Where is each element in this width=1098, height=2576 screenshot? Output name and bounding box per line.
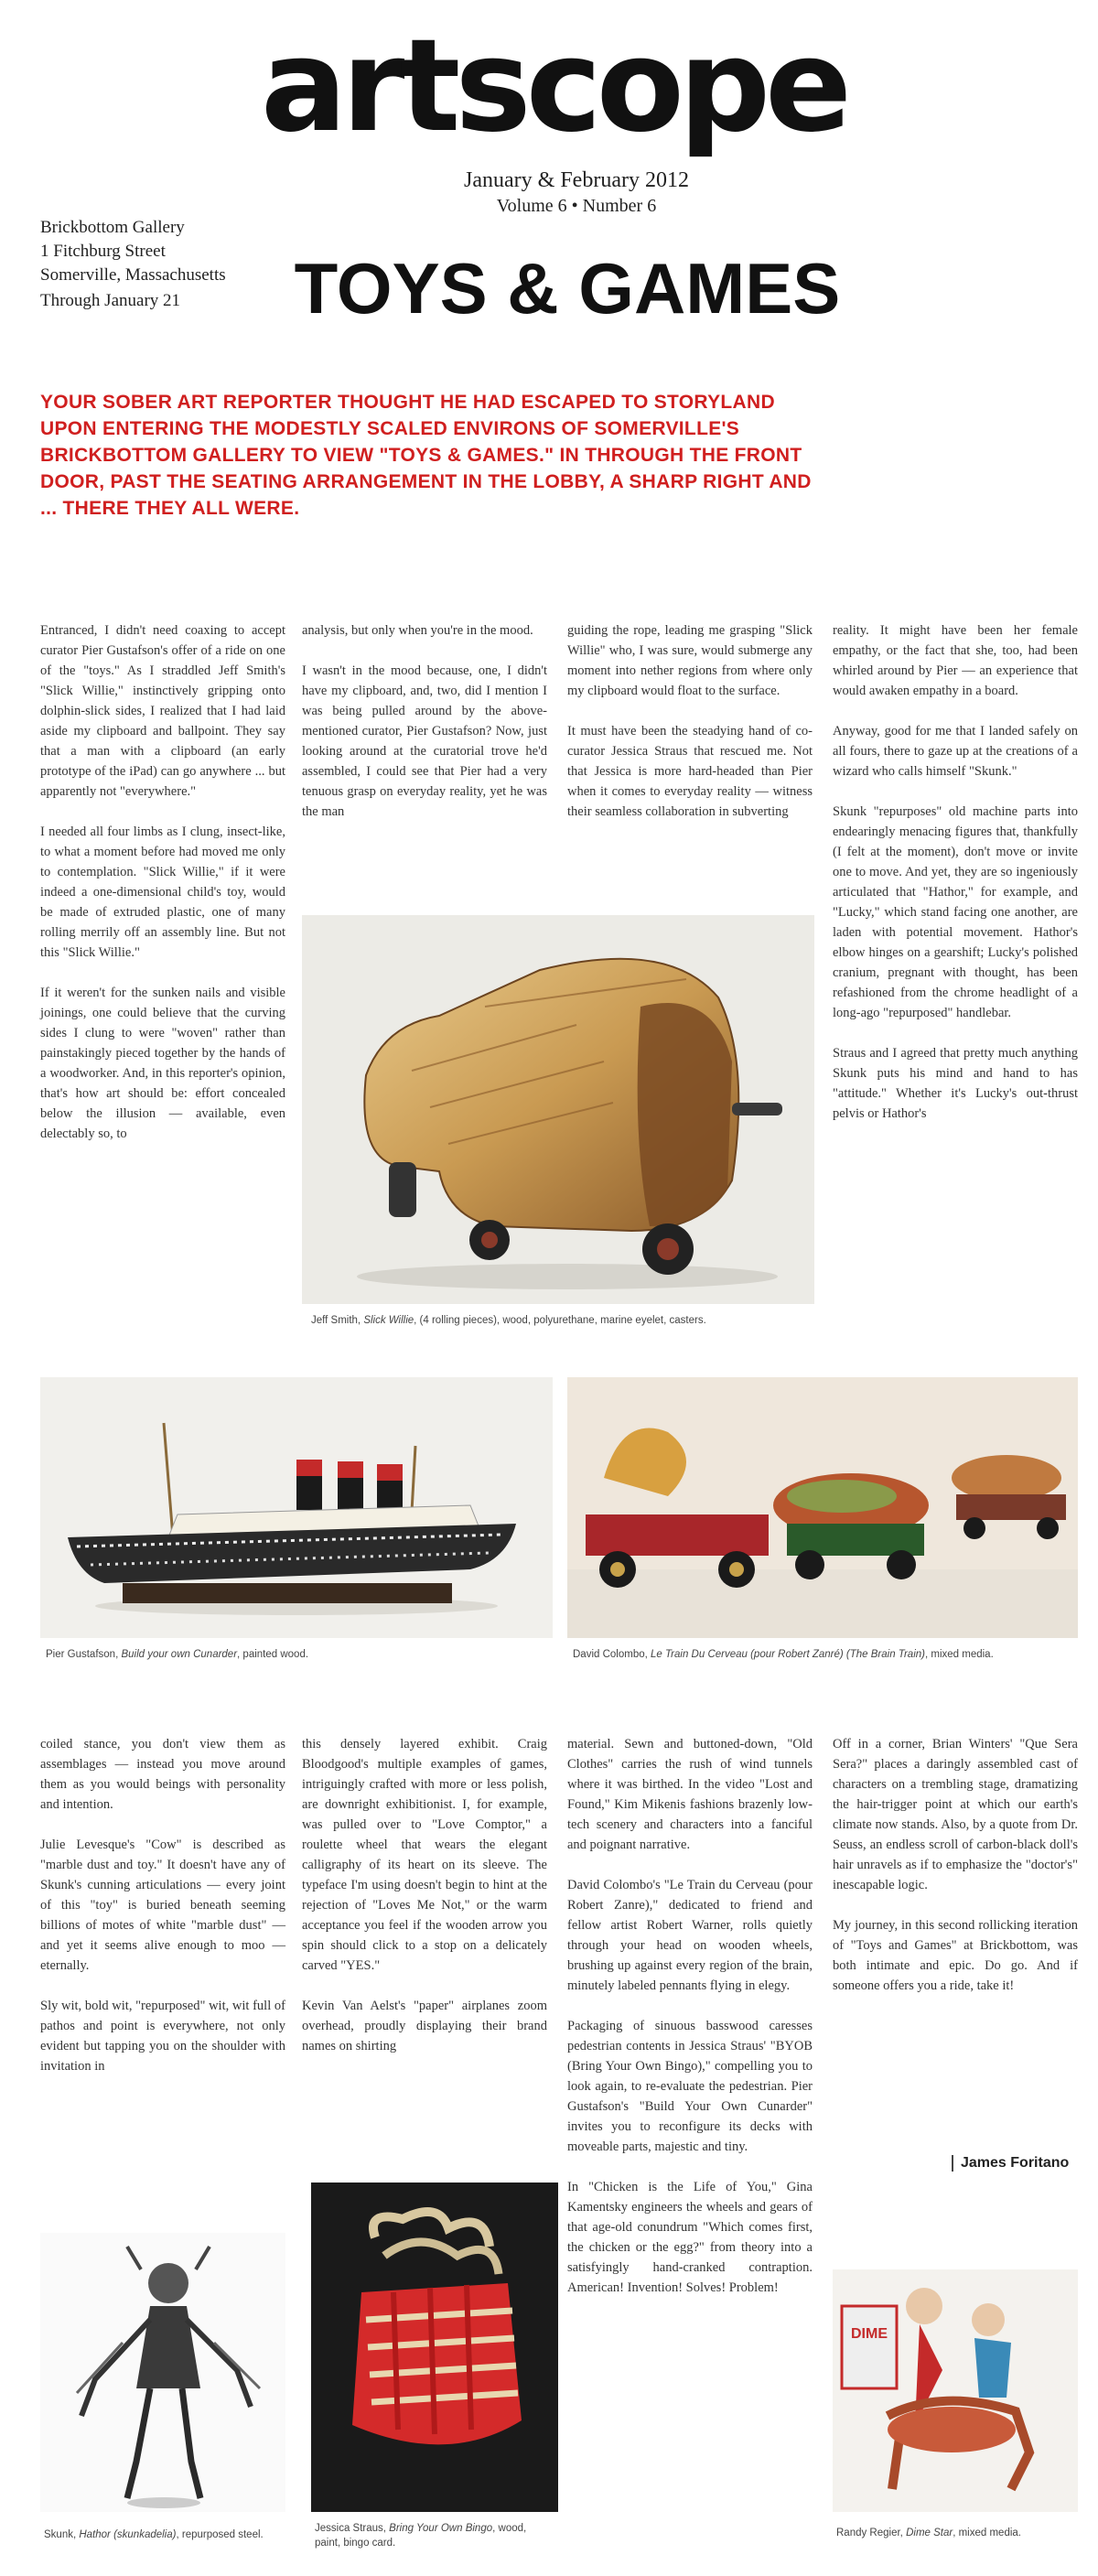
caption-details: , (4 rolling pieces), wood, polyurethane, marine eyelet, casters. [414, 1315, 706, 1326]
caption-artist: Jeff Smith, [311, 1315, 364, 1326]
caption-details: , mixed media. [924, 1649, 994, 1660]
text-column-3 [567, 620, 813, 842]
paragraph: Anyway, good for me that I landed safely on all fours, there to gaze up at the creations of a wizard who calls himself "Skunk." [833, 724, 1078, 779]
text-column-1 [40, 620, 285, 1164]
caption-details: , painted wood. [237, 1649, 309, 1660]
paragraph: Sly wit, bold wit, "repurposed" wit, wit full of pathos and point is everywhere, not only evident but tapping you on the shoulder with invitation in [40, 1999, 285, 2074]
issue-date: January & February 2012 [464, 168, 689, 192]
paragraph: Packaging of sinuous basswood caresses pedestrian contents in Jessica Straus' "BYOB (Bring Your Own Bingo)," compelling you to look again, to re-evaluate the pedestrian. Pier Gustafson's "Build Your Own Cunarder" invites you to reconfigure its decks with moveable parts, majestic and tiny. [567, 2019, 813, 2154]
text-column-4 [833, 620, 1078, 1144]
text-column-6 [302, 1734, 547, 2076]
paragraph: David Colombo's "Le Train du Cerveau (pour Robert Zanre)," dedicated to friend and fellow artist Robert Warner, rolls quietly through your head on wooden wheels, brushing up against every region of the brain, minutely labeled pennants flying in elegy. [567, 1878, 813, 1993]
artscope-logo: artscope [260, 12, 847, 161]
cunarder-photo [40, 1377, 553, 1638]
caption-title: Slick Willie [363, 1315, 414, 1326]
paragraph: coiled stance, you don't view them as assemblages — instead you move around them as you would beings with personality and intention. [40, 1737, 285, 1812]
article-lede: YOUR SOBER ART REPORTER THOUGHT HE HAD ESCAPED TO STORYLAND UPON ENTERING THE MODESTLY SCALED ENVIRONS OF SOMERVILLE'S BRICKBOTTOM GALLERY TO VIEW "TOYS & GAMES." IN THROUGH THE FRONT DOOR, PAST THE SEATING ARRANGEMENT IN THE LOBBY, A SHARP RIGHT AND ... THERE THEY ALL WERE. [40, 392, 812, 519]
brain-train-photo [567, 1377, 1078, 1638]
paragraph: It must have been the steadying hand of co-curator Jessica Straus that rescued me. Not that Jessica is more hard-headed than Pier when it comes to everyday reality — witness their seamless collaboration in subverting [567, 724, 813, 819]
paragraph: I needed all four limbs as I clung, insect-like, to what a moment before had moved me only to contemplation. "Slick Willie," if it were indeed a one-dimensional child's toy, would be made of extruded plastic, one of many rolling merrily off an assembly line. But not this "Slick Willie." [40, 825, 285, 960]
paragraph: If it weren't for the sunken nails and visible joinings, one could believe that the curving sides I clung to were "woven" rather than painstakingly pieced together by the hands of a woodworker. And, in this reporter's opinion, that's how art should be: effort concealed below the illusion — available, even delectably so, to [40, 986, 285, 1141]
paragraph: In "Chicken is the Life of You," Gina Kamentsky engineers the wheels and gears of that age-old conundrum "Which comes first, the chicken or the egg?" from theory into a satisfyingly hand-cranked contraption. American! Invention! Solves! Problem! [567, 2180, 813, 2295]
caption-dime-star [836, 2526, 1076, 2540]
caption-slick-willie [311, 1313, 805, 1328]
exhibition-dates: Through January 21 [40, 291, 181, 310]
paragraph: I wasn't in the mood because, one, I didn't have my clipboard, and, two, did I mention I was being pulled around by the above-mentioned curator, Pier Gustafson? Now, just looking around at the curatorial trove he'd assembled, I could see that Pier had a very tenuous grasp on everyday reality, yet he was the man [302, 663, 547, 819]
paragraph: analysis, but only when you're in the mood. [302, 623, 533, 638]
bingo-sculpture [311, 2183, 558, 2512]
caption-details: , wood, paint, bingo card. [315, 2523, 527, 2549]
paragraph: material. Sewn and buttoned-down, "Old Clothes" carries the rush of wind tunnels where it was birthed. In the video "Lost and Found," Kim Mikenis fashions brazenly low-tech scenery and characters into a fanciful and poignant narrative. [567, 1737, 813, 1852]
dime-star-sculpture [833, 2269, 1078, 2512]
brain-train-sculpture [567, 1377, 1078, 1638]
caption-artist: Skunk, [44, 2529, 80, 2540]
dime-sign: DIME [851, 2326, 888, 2342]
caption-hathor [44, 2527, 282, 2542]
caption-artist: Randy Regier, [836, 2527, 907, 2538]
paragraph: Kevin Van Aelst's "paper" airplanes zoom overhead, proudly displaying their brand names on shirting [302, 1999, 547, 2053]
article-headline: TOYS & GAMES [294, 248, 841, 329]
issue-info [393, 167, 759, 218]
text-column-8 [833, 1734, 1078, 2016]
caption-bingo [315, 2521, 554, 2550]
bingo-photo [311, 2183, 558, 2512]
caption-cunarder [46, 1647, 540, 1662]
paragraph: this densely layered exhibit. Craig Bloodgood's multiple examples of games, intriguingly crafted with more or less polish, are downright exhibitionist. I, for example, was pulled over to "Love Comptor," a roulette wheel that wears the elegant calligraphy of its heart on its sleeve. The typeface I'm using doesn't begin to hint at the rejection of "Loves Me Not," or the warm acceptance you feel if the wooden arrow you spin should click to a stop on a delicately carved "YES." [302, 1737, 547, 1973]
caption-brain-train [573, 1647, 1067, 1662]
caption-details: , repurposed steel. [176, 2529, 264, 2540]
paragraph: Skunk "repurposes" old machine parts into endearingly menacing figures that, thankfully (I felt at the moment), don't move or invite one to move. And yet, they are so ingeniously articulated that "Hathor," for example, and "Lucky," which stand facing one another, are laden with potential movement. Hathor's elbow hinges on a gearshift; Lucky's polished cranium, pregnant with thought, has been refashioned from the chrome headlight of a long-ago "repurposed" handlebar. [833, 804, 1078, 1020]
paragraph: guiding the rope, leading me grasping "Slick Willie" who, I was sure, would submerge any moment into nether regions from where only my clipboard would float to the surface. [567, 623, 813, 698]
dime-star-photo [833, 2269, 1078, 2512]
paragraph: reality. It might have been her female empathy, or the fact that she, too, had been whirled around by Pier — an experience that would awaken empathy in a board. [833, 623, 1078, 698]
hathor-sculpture [40, 2233, 285, 2512]
paragraph: My journey, in this second rollicking iteration of "Toys and Games" at Brickbottom, was both intimate and epic. Do go. And if someone offers you a ride, take it! [833, 1918, 1078, 1993]
caption-artist: Jessica Straus, [315, 2523, 390, 2534]
author-byline: James Foritano [952, 2155, 1098, 2172]
paragraph: Julie Levesque's "Cow" is described as "marble dust and toy." It doesn't have any of Skunk's cunning articulations — every joint of this "toy" is buried beneath seeming billions of motes of white "marble dust" — and yet it seems alive enough to moo — eternally. [40, 1838, 285, 1973]
hathor-photo [40, 2233, 285, 2512]
caption-artist: David Colombo, [573, 1649, 651, 1660]
caption-title: Bring Your Own Bingo [389, 2523, 493, 2534]
venue-line: Somerville, Massachusetts [40, 265, 226, 285]
caption-details: , mixed media. [953, 2527, 1021, 2538]
caption-artist: Pier Gustafson, [46, 1649, 122, 1660]
cunarder-ship [40, 1377, 553, 1638]
slick-willie-sculpture [302, 915, 814, 1304]
caption-title: Build your own Cunarder [121, 1649, 238, 1660]
venue-line: Brickbottom Gallery [40, 218, 185, 237]
issue-volume: Volume 6 • Number 6 [496, 196, 657, 216]
venue-address [40, 216, 226, 287]
venue-line: 1 Fitchburg Street [40, 242, 166, 261]
caption-title: Le Train Du Cerveau (pour Robert Zanré) (The Brain Train) [651, 1649, 925, 1660]
paragraph: Off in a corner, Brian Winters' "Que Sera Sera?" places a daringly assembled cast of characters on a trembling stage, dramatizing the hair-trigger point at which our earth's climate now stands. Also, by a quote from Dr. Seuss, an endless scroll of carbon-black doll's hair unravels as if to emphasize the "doctor's" inescapable logic. [833, 1737, 1078, 1892]
paragraph: Straus and I agreed that pretty much anything Skunk puts his mind and hand to has "attitude." Whether it's Lucky's out-thrust pelvis or Hathor's [833, 1046, 1078, 1121]
caption-title: Hathor (skunkadelia) [79, 2529, 177, 2540]
paragraph: Entranced, I didn't need coaxing to accept curator Pier Gustafson's offer of a ride on one of the "toys." As I straddled Jeff Smith's "Slick Willie," instinctively gripping onto dolphin-slick sides, I realized that I had laid aside my clipboard and ballpoint. They say that a man with a clipboard (an early prototype of the iPad) can go anywhere ... but apparently not "everywhere." [40, 623, 285, 799]
slick-willie-photo [302, 915, 814, 1304]
text-column-2 [302, 620, 547, 842]
text-column-7 [567, 1734, 813, 2318]
text-column-5 [40, 1734, 285, 2096]
caption-title: Dime Star [906, 2527, 953, 2538]
